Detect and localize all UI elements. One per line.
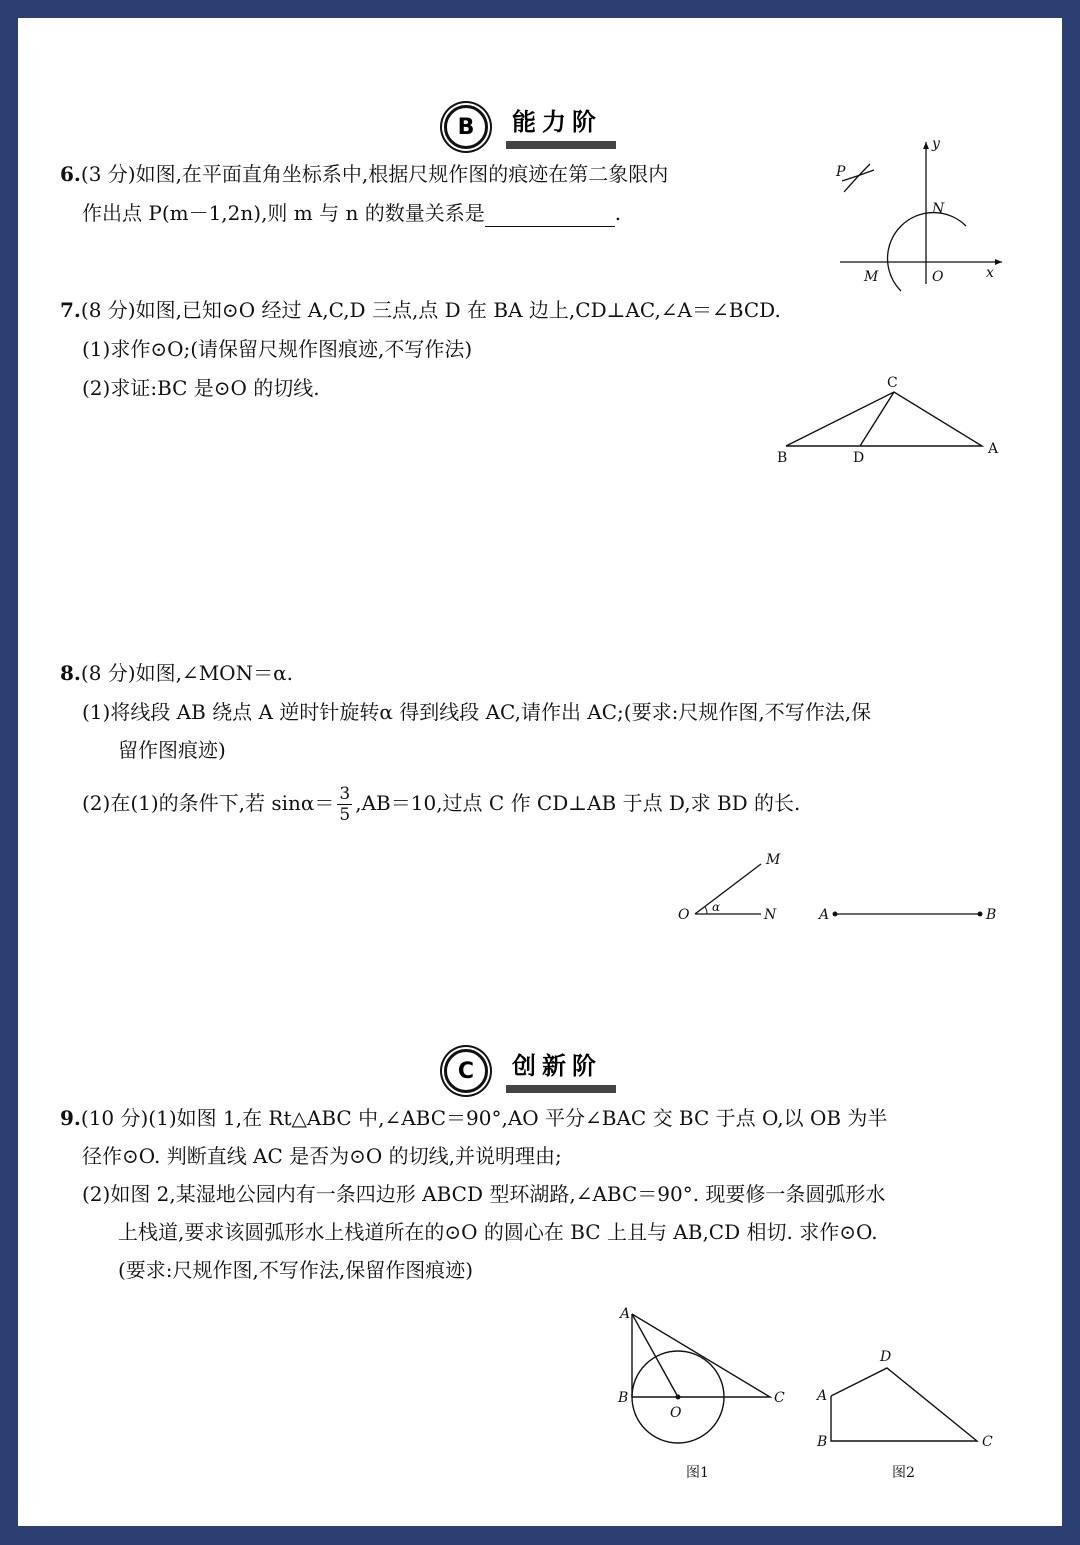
q8-part2 (82, 780, 800, 826)
q9-fig2-label-b: B (817, 1434, 828, 1450)
q7-number: 7. (60, 298, 81, 322)
q6-label-m: M (864, 269, 879, 285)
q8-label-a: A (819, 907, 830, 923)
q8-part1a: (1)将线段 AB 绕点 A 逆时针旋转α 得到线段 AC,请作出 AC;(要求:尺规作图,不写作法,保 (82, 700, 872, 724)
q9-number: 9. (60, 1106, 81, 1130)
q8-frac-num: 3 (339, 784, 351, 804)
q8-text1: (8 分)如图,∠MON＝α. (80, 661, 293, 685)
q6-text1: (3 分)如图,在平面直角坐标系中,根据尺规作图的痕迹在第二象限内 (80, 162, 669, 186)
q6-text2-end: . (614, 201, 622, 225)
q8-fraction (337, 784, 352, 825)
q9-fig2-label-d: D (880, 1349, 892, 1365)
q9-fig1-caption: 图1 (686, 1465, 709, 1481)
q7-label-a: A (988, 441, 999, 457)
q8-part2-post: ,AB＝10,过点 C 作 CD⊥AB 于点 D,求 BD 的长. (355, 791, 801, 815)
section-b-badge: B (444, 105, 488, 149)
q6-label-x: x (986, 265, 994, 281)
q9-fig1-label-o: O (670, 1405, 682, 1421)
section-c-title: 创新阶 (506, 1049, 616, 1093)
q8-part1b: 留作图痕迹) (118, 738, 226, 762)
q9-line2: 径作⊙O. 判断直线 AC 是否为⊙O 的切线,并说明理由; (82, 1144, 562, 1168)
q8-number: 8. (60, 661, 81, 685)
q9-line3: (2)如图 2,某湿地公园内有一条四边形 ABCD 型环湖路,∠ABC＝90°. 现要修一条圆弧形水 (82, 1182, 886, 1206)
q6-line1 (60, 160, 668, 188)
q8-label-alpha: α (712, 900, 721, 914)
q9-fig1-label-c: C (774, 1390, 785, 1406)
q9-figure1 (608, 1300, 798, 1485)
q8-frac-den: 5 (339, 805, 351, 825)
section-c-header (444, 1049, 616, 1093)
q6-answer-blank[interactable] (485, 204, 615, 227)
q7-line1 (60, 296, 781, 324)
q8-label-o: O (678, 907, 690, 923)
q9-fig2-label-a: A (817, 1388, 828, 1404)
q9-fig2-caption: 图2 (892, 1465, 915, 1481)
q8-label-m: M (766, 852, 781, 868)
q7-figure (773, 374, 1013, 474)
q8-figure (670, 846, 1010, 926)
q8-label-b: B (986, 907, 997, 923)
q9-fig1-label-b: B (618, 1390, 629, 1406)
q6-line2 (82, 199, 621, 227)
q7-part1: (1)求作⊙O;(请保留尺规作图痕迹,不写作法) (82, 337, 473, 361)
q9-figure2 (814, 1346, 1014, 1486)
q6-label-o: O (932, 269, 944, 285)
q7-part2: (2)求证:BC 是⊙O 的切线. (82, 376, 320, 400)
q7-label-c: C (887, 375, 898, 391)
section-c-badge: C (444, 1049, 488, 1093)
q6-text2: 作出点 P(m－1,2n),则 m 与 n 的数量关系是 (82, 201, 485, 225)
q6-label-p: P (836, 164, 846, 180)
worksheet-page (18, 18, 1062, 1526)
q9-fig2-label-c: C (982, 1434, 993, 1450)
q7-text1: (8 分)如图,已知⊙O 经过 A,C,D 三点,点 D 在 BA 边上,CD⊥AC,∠A＝∠BCD. (80, 298, 781, 322)
q9-line4: 上栈道,要求该圆弧形水上栈道所在的⊙O 的圆心在 BC 上且与 AB,CD 相切. 求作⊙O. (118, 1220, 878, 1244)
q8-line1 (60, 659, 293, 687)
q6-label-y: y (932, 136, 940, 152)
q9-fig1-label-a: A (620, 1306, 631, 1322)
q6-label-n: N (932, 201, 945, 217)
q8-part2-pre: (2)在(1)的条件下,若 sinα＝ (82, 791, 335, 815)
q9-line5: (要求:尺规作图,不写作法,保留作图痕迹) (118, 1258, 474, 1282)
q8-label-n: N (764, 907, 777, 923)
q9-text1: (10 分)(1)如图 1,在 Rt△ABC 中,∠ABC＝90°,AO 平分∠BAC 交 BC 于点 O,以 OB 为半 (80, 1106, 888, 1130)
q7-label-d: D (853, 450, 865, 466)
section-b-header (444, 105, 616, 149)
q6-figure (818, 136, 1018, 296)
section-b-title: 能力阶 (506, 105, 616, 149)
q9-line1 (60, 1104, 887, 1132)
q6-number: 6. (60, 162, 81, 186)
q7-label-b: B (777, 450, 788, 466)
